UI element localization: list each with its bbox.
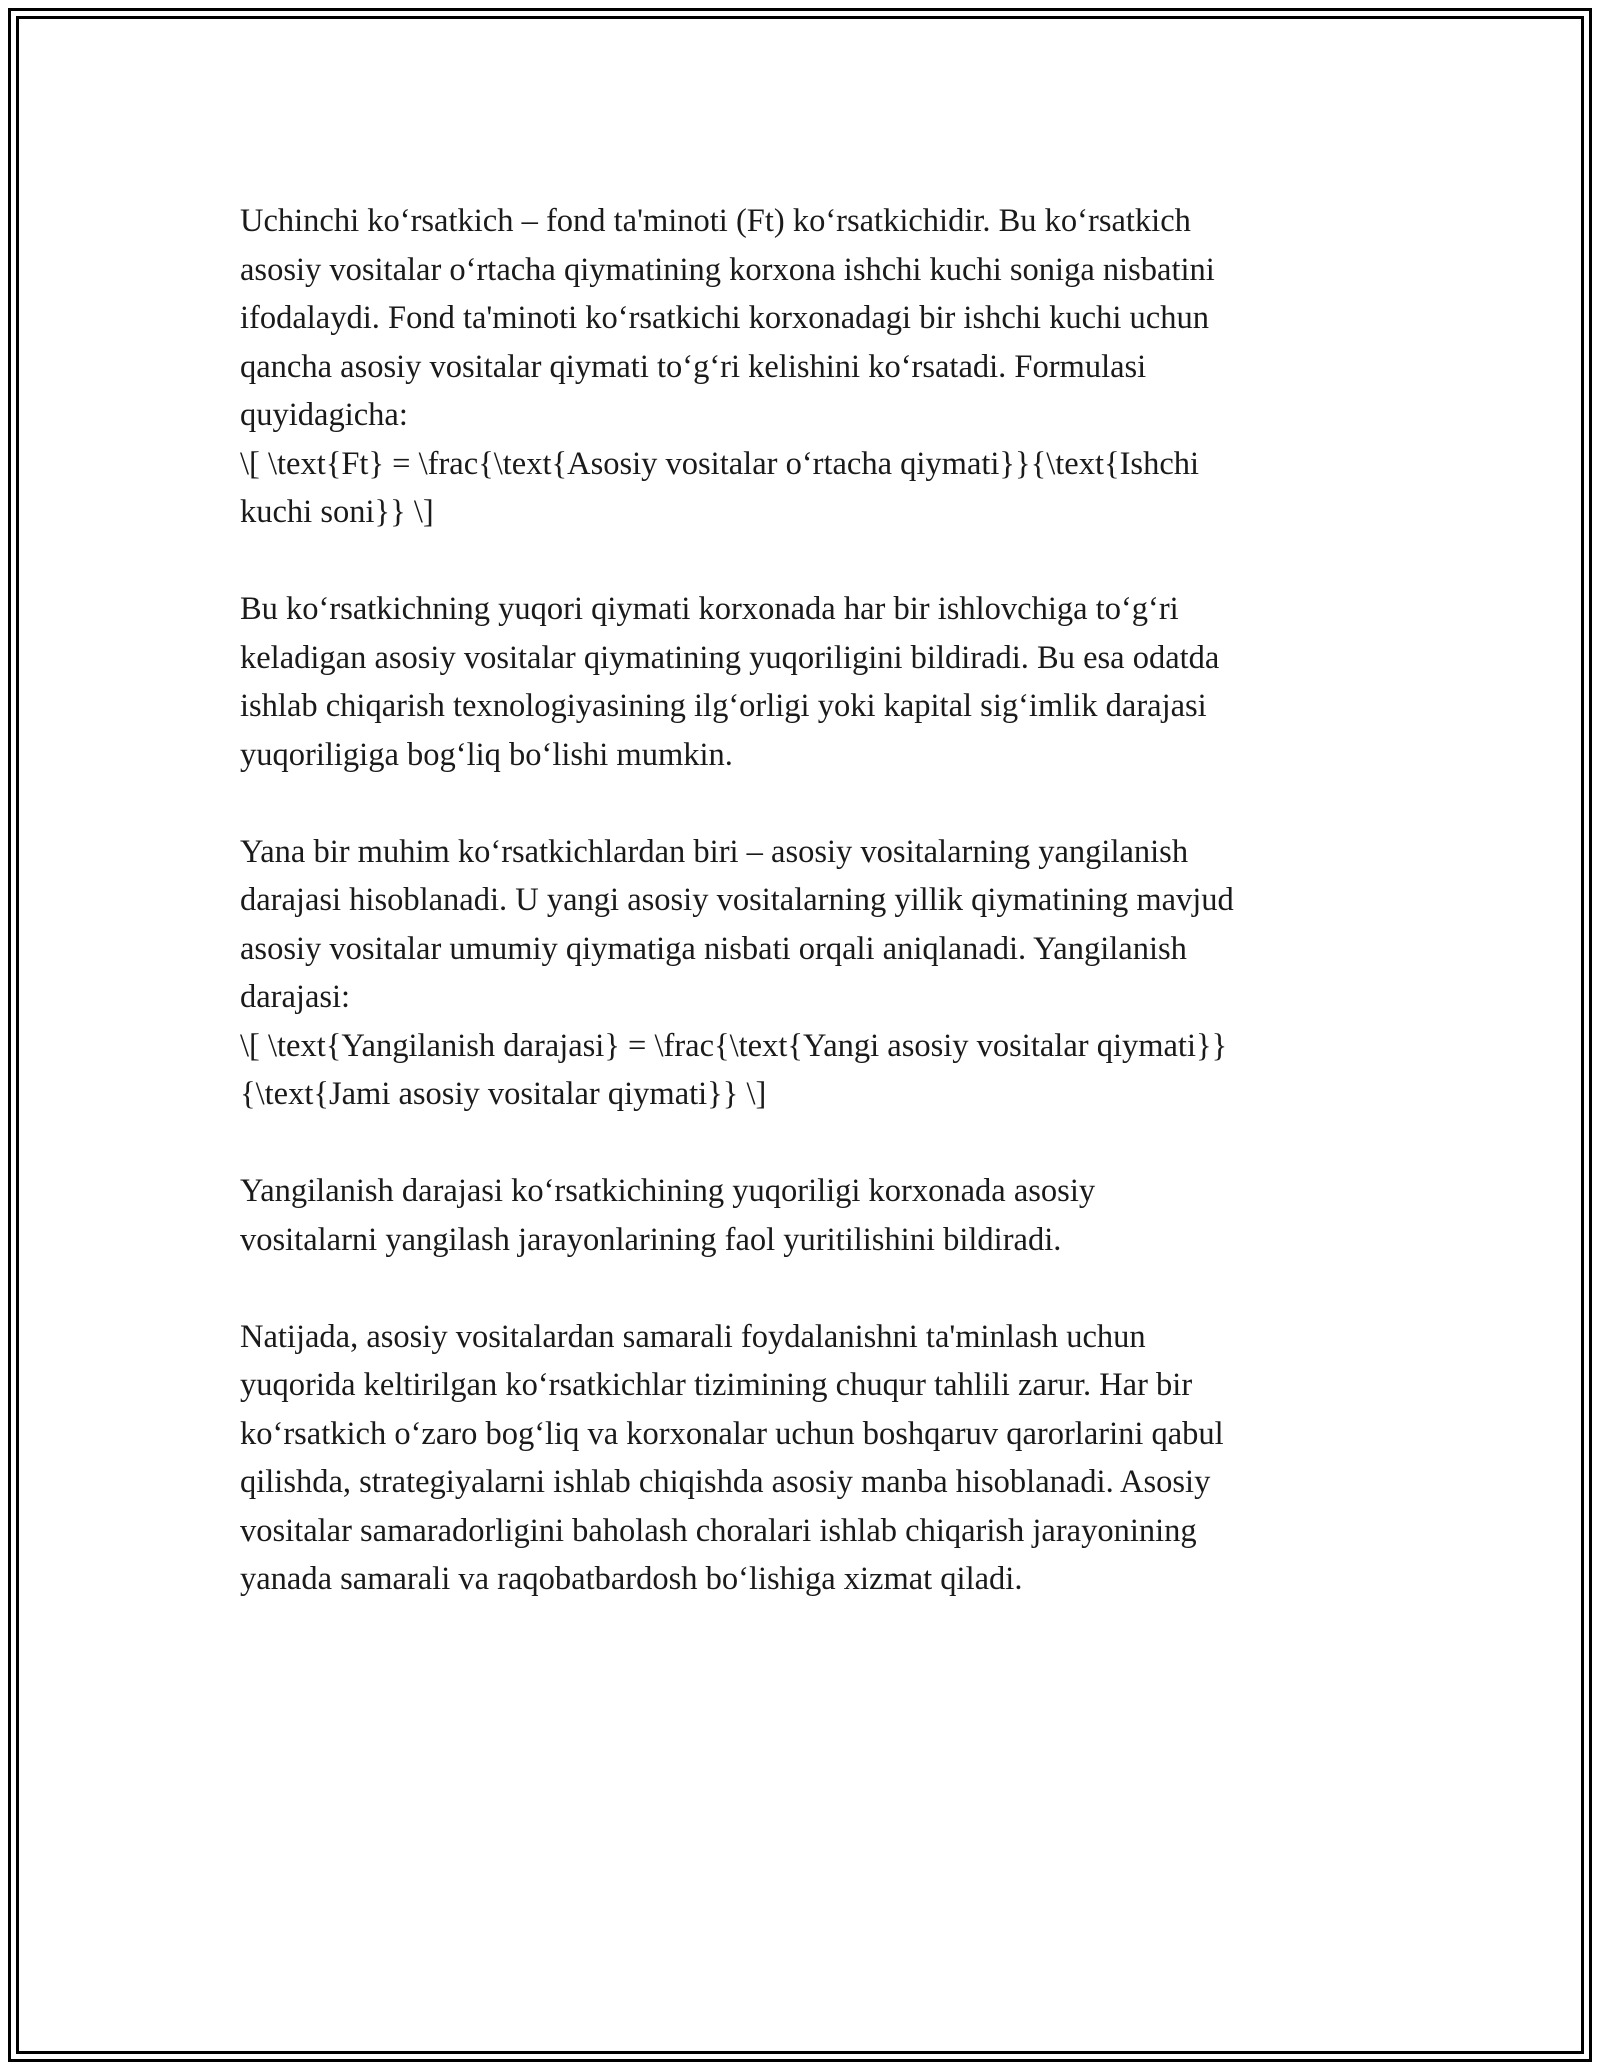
text-line: Uchinchi ko‘rsatkich – fond ta'minoti (Ft) ko‘rsatkichidir. Bu ko‘rsatkich [240,203,1191,239]
text-line: {\text{Jami asosiy vositalar qiymati}} \] [240,1076,767,1112]
text-line: darajasi: [240,979,351,1015]
paragraph [240,197,1390,537]
text-line: \[ \text{Yangilanish darajasi} = \frac{\text{Yangi asosiy vositalar qiymati}} [240,1027,1228,1064]
text-line: \[ \text{Ft} = \frac{\text{Asosiy vositalar o‘rtacha qiymati}}{\text{Ishchi [240,445,1200,482]
text-line: darajasi hisoblanadi. U yangi asosiy vositalarning yillik qiymatining mavjud [240,882,1234,918]
text-line: ishlab chiqarish texnologiyasining ilg‘orligi yoki kapital sig‘imlik darajasi [240,688,1207,724]
text-line: Natijada, asosiy vositalardan samarali foydalanishni ta'minlash uchun [240,1318,1146,1355]
page-border-inner [16,16,1584,2054]
text-line: ko‘rsatkich o‘zaro bog‘liq va korxonalar uchun boshqaruv qarorlarini qabul [240,1415,1224,1452]
text-line: qancha asosiy vositalar qiymati to‘g‘ri kelishini ko‘rsatadi. Formulasi [240,348,1147,385]
text-line: kuchi soni}} \] [240,494,434,530]
text-line: asosiy vositalar umumiy qiymatiga nisbati orqali aniqlanadi. Yangilanish [240,930,1187,967]
text-line: vositalar samaradorligini baholash choralari ishlab chiqarish jarayonining [240,1512,1197,1549]
text-line: vositalarni yangilash jarayonlarining faol yuritilishini bildiradi. [240,1221,1062,1258]
text-line: Bu ko‘rsatkichning yuqori qiymati korxonada har bir ishlovchiga to‘g‘ri [240,591,1179,627]
text-line: keladigan asosiy vositalar qiymatining yuqoriligini bildiradi. Bu esa odatda [240,639,1220,676]
paragraph [240,828,1390,1119]
page-border-outer [8,8,1592,2062]
text-line: ifodalaydi. Fond ta'minoti ko‘rsatkichi korxonadagi bir ishchi kuchi uchun [240,300,1209,336]
paragraph [240,1313,1390,1604]
text-line: Yangilanish darajasi ko‘rsatkichining yuqoriligi korxonada asosiy [240,1173,1096,1209]
text-line: yuqoriligiga bog‘liq bo‘lishi mumkin. [240,736,733,773]
text-line: quyidagicha: [240,397,408,433]
document-body [240,197,1390,1652]
text-line: yuqorida keltirilgan ko‘rsatkichlar tizimining chuqur tahlili zarur. Har bir [240,1367,1193,1403]
text-line: yanada samarali va raqobatbardosh bo‘lishiga xizmat qiladi. [240,1561,1023,1597]
text-line: asosiy vositalar o‘rtacha qiymatining korxona ishchi kuchi soniga nisbatini [240,251,1215,288]
paragraph [240,1167,1390,1264]
text-line: qilishda, strategiyalarni ishlab chiqishda asosiy manba hisoblanadi. Asosiy [240,1464,1211,1500]
paragraph [240,585,1390,779]
text-line: Yana bir muhim ko‘rsatkichlardan biri – asosiy vositalarning yangilanish [240,833,1189,870]
